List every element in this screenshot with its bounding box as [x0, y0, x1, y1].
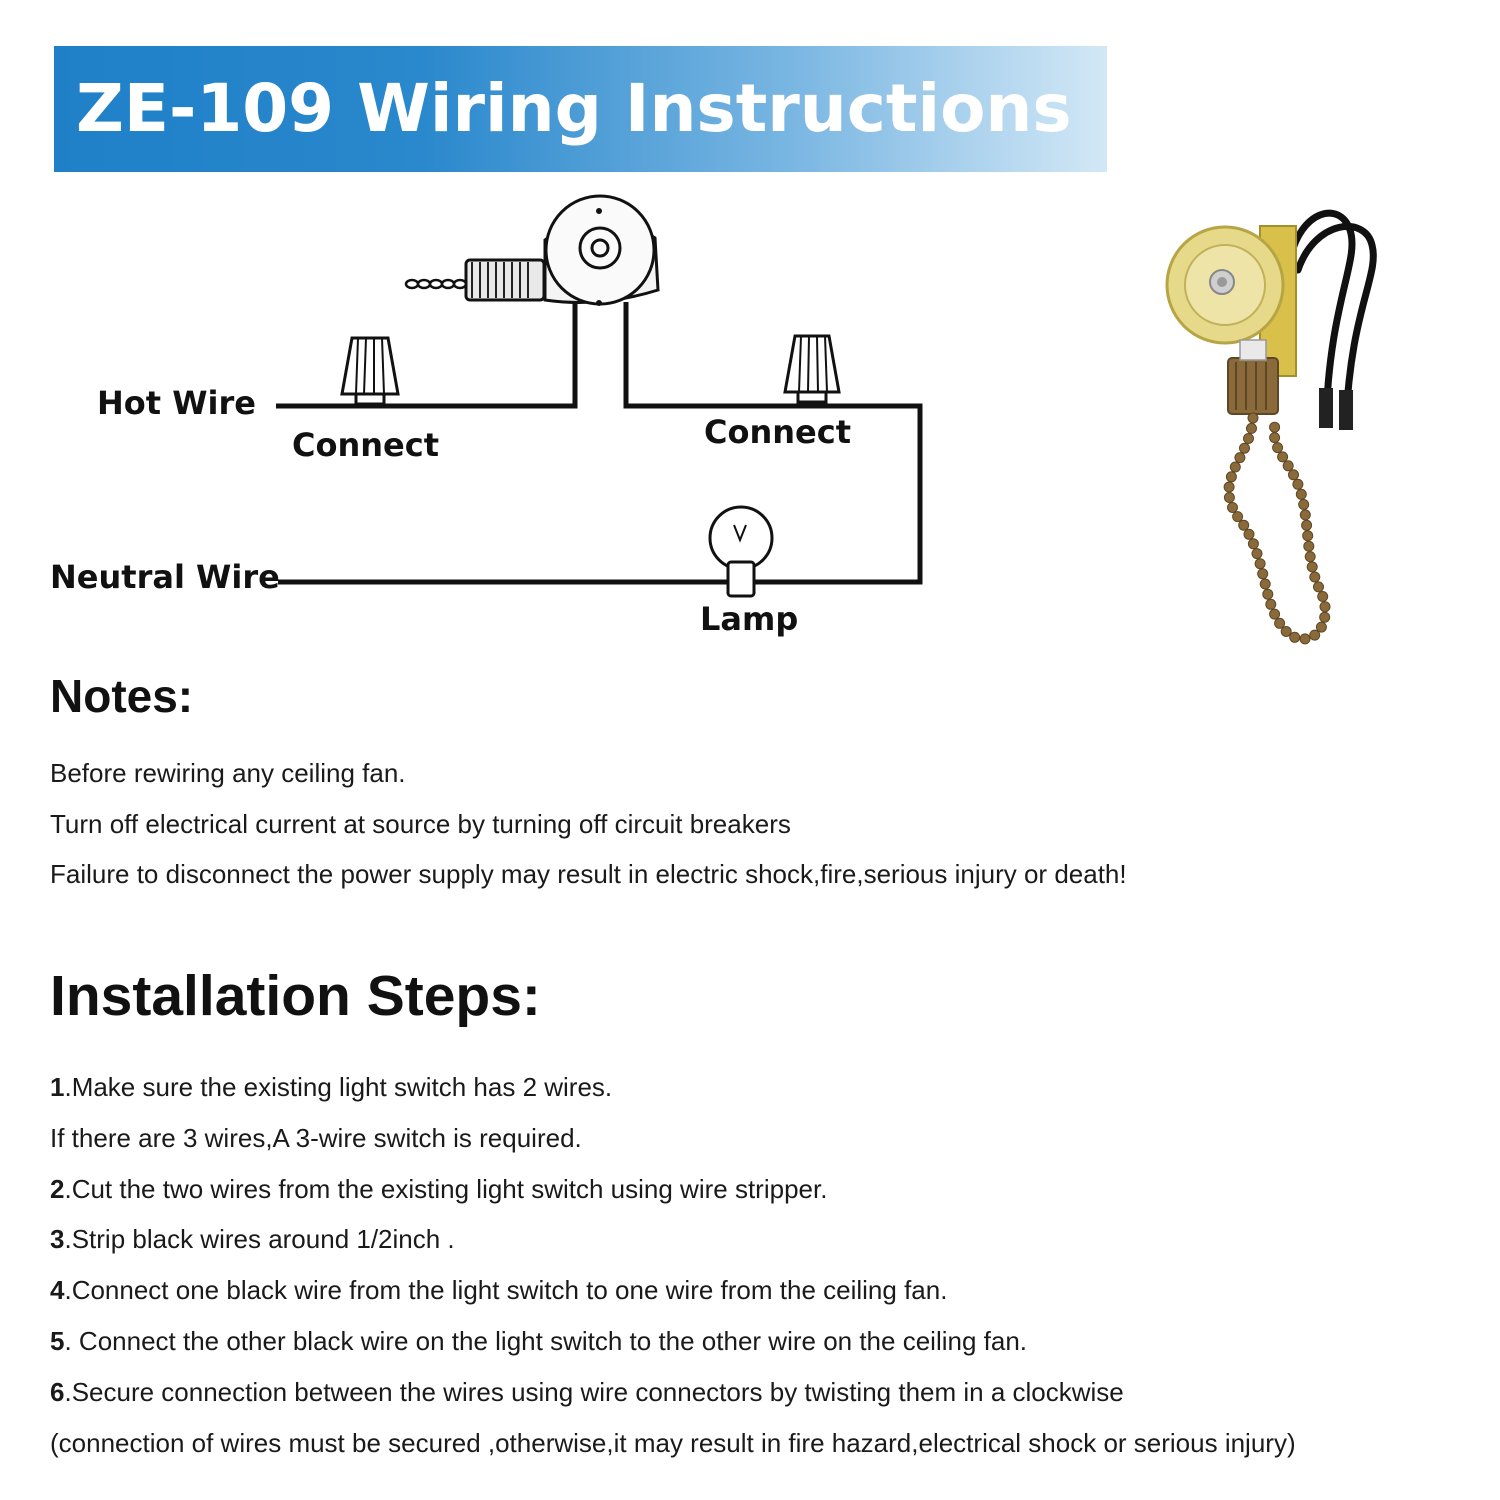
chain-bead — [1307, 562, 1317, 572]
chain-bead — [1320, 612, 1330, 622]
chain-bead — [1314, 582, 1324, 592]
chain-bead — [1273, 443, 1283, 453]
pull-chain-switch-product-icon — [1150, 190, 1410, 660]
chain-bead — [1310, 630, 1320, 640]
step-number: 4 — [50, 1275, 65, 1305]
note-line: Turn off electrical current at source by turning off circuit breakers — [50, 809, 791, 839]
chain-bead — [1228, 503, 1238, 513]
hot-wire-label: Hot Wire — [97, 384, 256, 422]
title-banner — [54, 46, 1107, 172]
connect-right-label: Connect — [704, 413, 851, 451]
chain-bead — [1230, 462, 1240, 472]
chain-bead — [1255, 559, 1265, 569]
chain-bead — [1270, 433, 1280, 443]
note-line: Before rewiring any ceiling fan. — [50, 758, 406, 788]
hot-wire-line — [276, 302, 575, 406]
step-line — [50, 1173, 827, 1205]
step-line — [50, 1427, 1296, 1459]
lamp-label: Lamp — [700, 600, 799, 638]
chain-bead — [1305, 552, 1315, 562]
chain-bead — [1299, 500, 1309, 510]
chain-bead — [1278, 452, 1288, 462]
neutral-wire-label: Neutral Wire — [50, 558, 280, 596]
step-line — [50, 1071, 612, 1103]
step-line — [50, 1122, 582, 1154]
chain-bead — [1233, 512, 1243, 522]
chain-bead — [1224, 482, 1234, 492]
chain-bead — [1290, 632, 1300, 642]
step-text: .Connect one black wire from the light switch to one wire from the ceiling fan. — [64, 1275, 948, 1305]
step-text: . Connect the other black wire on the light switch to the other wire on the ceiling fan. — [64, 1326, 1028, 1356]
step-number: 3 — [50, 1224, 65, 1254]
chain-bead — [1260, 579, 1270, 589]
chain-bead — [1226, 472, 1236, 482]
chain-bead — [1283, 461, 1293, 471]
step-text: .Make sure the existing light switch has 2 wires. — [64, 1072, 613, 1102]
chain-bead — [1296, 489, 1306, 499]
chain-bead — [1263, 589, 1273, 599]
chain-bead — [1303, 531, 1313, 541]
chain-bead — [1240, 443, 1250, 453]
pull-chain-switch-icon — [406, 196, 658, 306]
chain-bead — [1300, 510, 1310, 520]
chain-bead — [1244, 529, 1254, 539]
chain-bead — [1320, 602, 1330, 612]
wire-nut-left-icon — [342, 338, 398, 404]
step-line — [50, 1223, 455, 1255]
chain-bead — [1248, 413, 1258, 423]
chain-bead — [1235, 453, 1245, 463]
wiring-diagram — [0, 190, 960, 650]
step-number: 5 — [50, 1326, 65, 1356]
step-line — [50, 1274, 947, 1306]
connect-left-label: Connect — [292, 426, 439, 464]
chain-bead — [1270, 609, 1280, 619]
chain-bead — [1252, 549, 1262, 559]
chain-bead — [1300, 634, 1310, 644]
notes-heading: Notes: — [50, 670, 194, 722]
step-text: .Secure connection between the wires using wire connectors by twisting them in a clockwise — [64, 1377, 1124, 1407]
step-number: 2 — [50, 1174, 65, 1204]
chain-bead — [1224, 493, 1234, 503]
chain-bead — [1244, 434, 1254, 444]
chain-bead — [1247, 423, 1257, 433]
step-text: (connection of wires must be secured ,otherwise,it may result in fire hazard,electrical shock or serious injury) — [50, 1428, 1296, 1458]
chain-bead — [1293, 479, 1303, 489]
wire-nut-right-icon — [785, 336, 839, 402]
step-number: 1 — [50, 1072, 65, 1102]
chain-bead — [1270, 422, 1280, 432]
page-title: ZE-109 Wiring Instructions — [76, 70, 1072, 147]
step-text: .Cut the two wires from the existing light switch using wire stripper. — [64, 1174, 828, 1204]
chain-bead — [1275, 618, 1285, 628]
chain-bead — [1266, 599, 1276, 609]
chain-bead — [1281, 627, 1291, 637]
chain-bead — [1289, 470, 1299, 480]
chain-bead — [1304, 541, 1314, 551]
step-text: If there are 3 wires,A 3-wire switch is required. — [50, 1123, 582, 1153]
step-line — [50, 1325, 1027, 1357]
note-line: Failure to disconnect the power supply may result in electric shock,fire,serious injury or death! — [50, 859, 1127, 889]
chain-bead — [1310, 572, 1320, 582]
chain-bead — [1316, 622, 1326, 632]
chain-bead — [1258, 569, 1268, 579]
chain-bead — [1239, 520, 1249, 530]
step-number: 6 — [50, 1377, 65, 1407]
step-line — [50, 1376, 1124, 1408]
chain-bead — [1248, 539, 1258, 549]
installation-steps-heading: Installation Steps: — [50, 964, 541, 1028]
step-text: .Strip black wires around 1/2inch . — [64, 1224, 455, 1254]
bead-chain-icon — [1224, 413, 1330, 644]
chain-bead — [1302, 520, 1312, 530]
chain-bead — [1318, 592, 1328, 602]
